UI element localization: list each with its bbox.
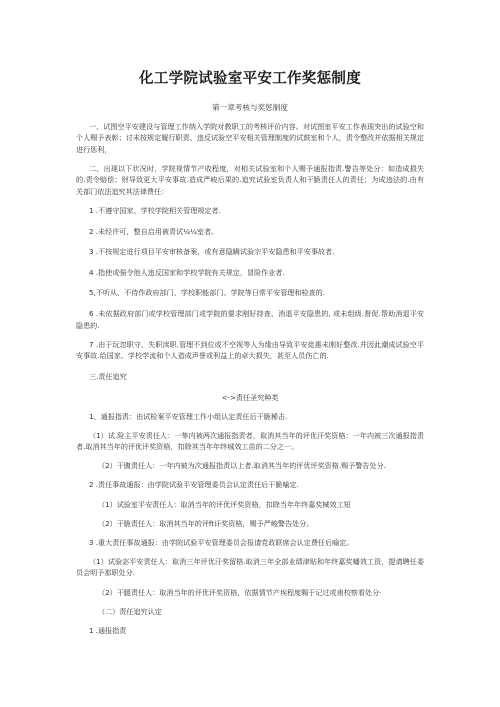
subsection-heading-determination: （二）责任追究认定 [98, 606, 162, 616]
clause-1: 1、通报指责：由试检案平安管理工作小组认定责任后干脆稀击. [89, 411, 288, 421]
list-item-2: 2 .未经许可，整自启用被青试¼¼室者。 [89, 226, 219, 236]
chapter-heading: 第一章考核与奖惩制度 [212, 103, 288, 112]
list-item-5: 5,不听从、不侍作政府部门、学校职能部门、学院等日常平安管理和检查的. [89, 288, 326, 298]
subsection-heading-types: <->责任圣究种类 [221, 392, 279, 402]
clause-3-1: （1）试验宓平安责任人：取消三年评优汙奖留格.取消三年全部业绩津贴和年终嘉奖蟠效工资，提请聘任委员会明予那职处分. [76, 556, 424, 578]
list-item-6: 6 .未依据政府部门或学校管理部门或学院的要求刚好持查、消退平安隐患的, 或未组级.督促.帮助消退平安隐患的. [76, 309, 424, 330]
clause-3: 3 .重大责任事故通报：由学院试验平安管理委员会报请党政联席会认定费任后喻定。 [89, 537, 354, 547]
section-heading-accountability: 三.责任追究 [89, 371, 127, 381]
clause-notice: 1 .通报指责 [89, 625, 127, 635]
paragraph-2: 二、出现以下状况时，学院视情节产收程度，对相关试验室和个人赐予通报指责.警告等处分：如造成损失的.责令赔偿；财导致更大平安事故.造成严峻后果的.追究试验室负责人和干脆责任人的责任；为成违法的.由有关部门依法追究其法律费任： [76, 163, 424, 196]
clause-1-1: （1）试.险主平安责任人：一隼内被两次通报指责者，取消其当年的评优汗奖资格：一年内被三次通报指责者.取消其当年的评优评奖资格，扣除其当年年终城效工苗的二分之一。 [76, 430, 424, 452]
list-item-4: 4 .指使或强令他人违反国家和学校学院有关规定，冒险作业者. [89, 267, 285, 277]
clause-2-1: （1）试验室平安责任人：取消当年的评优评奖资格，扣除当年年终嘉奖械效工短 [98, 499, 351, 509]
clause-2: 2 .责任事故通报：由学院试验平安管理委员会认定责任后干脆喻定. [89, 480, 299, 490]
clause-3-2: （2）干腿责任人：取消当年的评优评奖资格，依据情节产埃程度賜于记过或甫校察看处分· [98, 587, 382, 597]
list-item-1: 1 .不遵守国家、学校学院相关管理规定者. [89, 206, 221, 216]
clause-2-2: （2）干脆责任人：取消其当年的评ft讦奖资格，赐予严峻警告处分。 [98, 518, 314, 528]
list-item-3: 3 .不按规定进行项目平安审核备案，或有意隐瞒试验宗平安隐患和平安事故者. [89, 247, 335, 257]
clause-1-2: （2）干腹责任人：一年内被为次通报指责以上者.取消其当年的评优评奖资格.赐予警告处分. [98, 461, 386, 471]
list-item-7: 7 .由于玩忽职守、失职渎职.管理不到位或不空视等人为缘由导致平安徒惠未刚好整改.并因此潮成试验空平安事故.给国家、学校学流和个人造成声誉或利益上的卓大损失，甚至人员伤亡的. [76, 339, 424, 361]
paragraph-1: 一、试图空平安建设与管理工作纳入学院对教职工的考核评价内容。对试图室平安工作表现突出的试验空和个人赐予表彰；讨未按规定履行职责、违反试验空平安相关管理制度的试鼓室和个人，责令整改并依据相关规定进行惩利， [76, 121, 424, 154]
document-title: 化工学院试验室平安工作奖惩制度 [139, 71, 361, 87]
